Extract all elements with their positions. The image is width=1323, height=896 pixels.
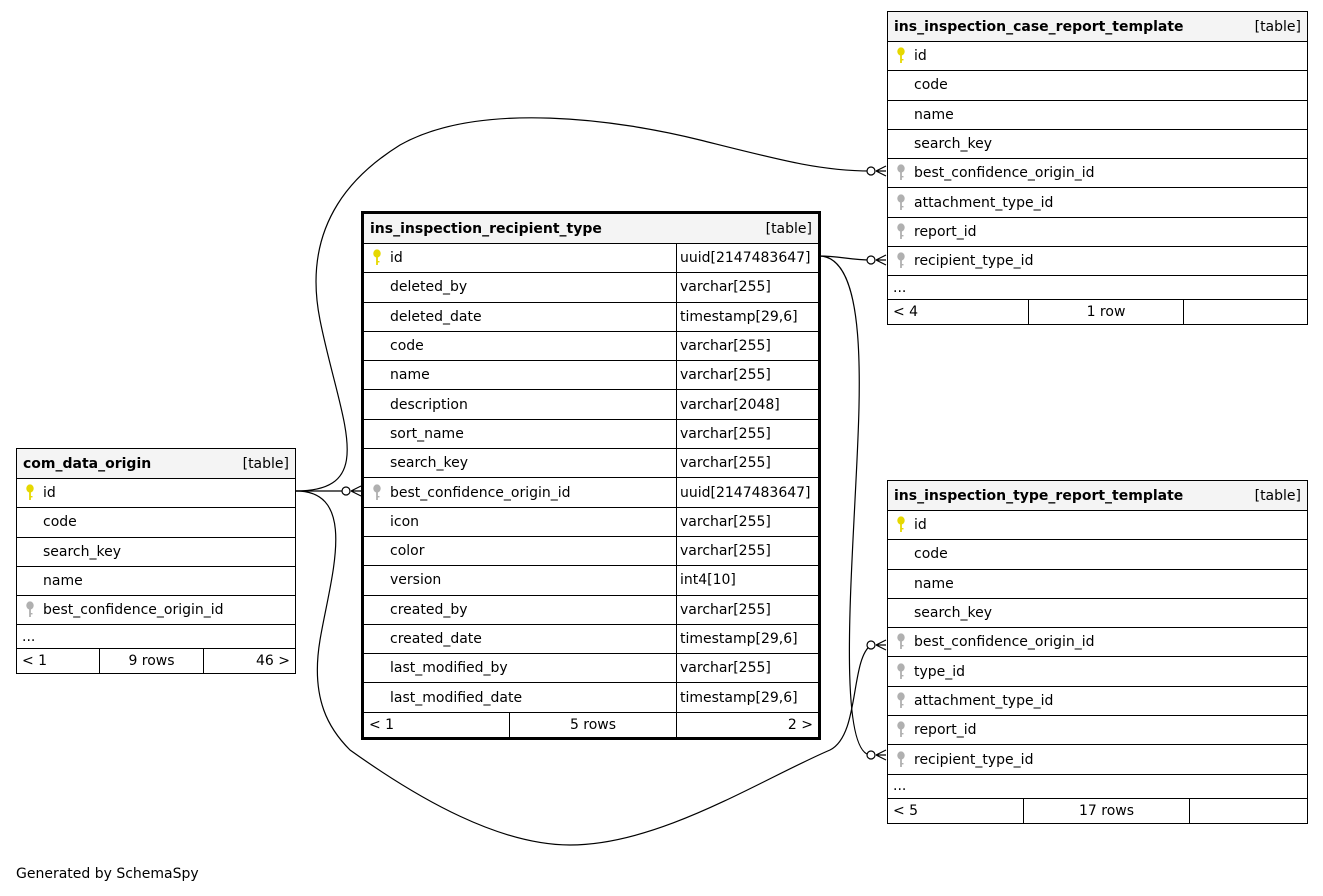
column-row[interactable] [17, 596, 295, 625]
column-row[interactable] [364, 361, 818, 390]
table-recipient-type[interactable] [361, 211, 821, 740]
column-name: attachment_type_id [914, 194, 1054, 211]
crows-foot [876, 166, 886, 176]
column-name: last_modified_date [390, 689, 523, 706]
column-type: varchar[255] [676, 361, 818, 389]
column-row[interactable] [888, 511, 1307, 540]
column-type: varchar[255] [676, 596, 818, 624]
column-type: varchar[2048] [676, 390, 818, 418]
column-name: best_confidence_origin_id [390, 484, 571, 501]
column-row[interactable] [364, 654, 818, 683]
column-name: deleted_date [390, 308, 482, 325]
table-case-report-template[interactable] [887, 11, 1308, 325]
cardinality-marker [867, 641, 875, 649]
column-name: best_confidence_origin_id [914, 634, 1095, 651]
column-row[interactable] [888, 570, 1307, 599]
parents-count[interactable]: < 5 [888, 799, 1024, 823]
table-header [364, 214, 818, 244]
table-name: ins_inspection_type_report_template [894, 487, 1184, 504]
column-name: recipient_type_id [914, 253, 1034, 270]
column-name: search_key [914, 605, 993, 622]
table-footer [888, 300, 1307, 324]
table-name: ins_inspection_recipient_type [370, 220, 602, 237]
column-name: sort_name [390, 425, 464, 442]
column-row[interactable] [364, 625, 818, 654]
column-row[interactable] [364, 508, 818, 537]
foreign-key-icon [888, 223, 914, 241]
column-name: id [914, 48, 927, 65]
row-count: 1 row [1029, 300, 1184, 324]
foreign-key-icon [17, 601, 43, 619]
column-name: type_id [914, 663, 966, 680]
column-row[interactable] [888, 745, 1307, 774]
column-row[interactable] [888, 657, 1307, 686]
more-columns: ... [888, 276, 1307, 300]
column-type: varchar[255] [676, 273, 818, 301]
column-name: search_key [43, 543, 122, 560]
table-type-label: [table] [765, 220, 812, 237]
table-header [888, 481, 1307, 511]
row-count: 5 rows [510, 713, 677, 737]
column-row[interactable] [888, 247, 1307, 276]
cardinality-marker [867, 256, 875, 264]
column-row[interactable] [364, 449, 818, 478]
column-row[interactable] [364, 537, 818, 566]
column-row[interactable] [17, 508, 295, 537]
column-type: timestamp[29,6] [676, 303, 818, 331]
column-name: version [390, 572, 442, 589]
crows-foot [351, 486, 361, 496]
table-footer [17, 649, 295, 673]
column-name: recipient_type_id [914, 751, 1034, 768]
column-row[interactable] [17, 567, 295, 596]
foreign-key-icon [888, 663, 914, 681]
row-count: 17 rows [1024, 799, 1190, 823]
column-name: search_key [914, 136, 993, 153]
primary-key-icon [888, 516, 914, 534]
edge-recipient-to-case-report [819, 256, 871, 260]
column-name: id [914, 517, 927, 534]
column-type: uuid[2147483647] [676, 478, 818, 506]
column-type: varchar[255] [676, 332, 818, 360]
generated-by-credit: Generated by SchemaSpy [16, 866, 199, 882]
primary-key-icon [888, 47, 914, 65]
table-com-data-origin[interactable] [16, 448, 296, 674]
children-count[interactable]: 2 > [787, 716, 813, 733]
column-row[interactable] [364, 420, 818, 449]
column-name: color [390, 543, 425, 560]
column-name: name [914, 106, 954, 123]
column-name: created_date [390, 631, 482, 647]
foreign-key-icon [888, 252, 914, 270]
cardinality-marker [342, 487, 350, 495]
column-name: created_by [390, 601, 468, 618]
column-row[interactable] [888, 42, 1307, 71]
primary-key-icon [17, 484, 43, 502]
primary-key-icon [364, 249, 390, 267]
cardinality-marker [867, 167, 875, 175]
children-count[interactable] [1184, 300, 1307, 324]
column-row[interactable] [17, 479, 295, 508]
column-name: name [914, 575, 954, 592]
column-name: name [390, 367, 430, 384]
column-type: varchar[255] [676, 420, 818, 448]
parents-count[interactable]: < 1 [17, 649, 100, 673]
column-row[interactable] [364, 390, 818, 419]
parents-count[interactable]: < 4 [888, 300, 1029, 324]
table-type-label: [table] [1254, 487, 1301, 504]
table-footer [364, 713, 818, 737]
column-name: icon [390, 513, 420, 530]
column-name: report_id [914, 722, 977, 739]
foreign-key-icon [888, 751, 914, 769]
crows-foot [876, 750, 886, 760]
table-type-label: [table] [242, 455, 289, 472]
cardinality-marker [867, 751, 875, 759]
column-type: int4[10] [676, 566, 818, 594]
foreign-key-icon [364, 484, 390, 502]
column-row[interactable] [888, 101, 1307, 130]
children-count[interactable] [1190, 799, 1307, 823]
column-row[interactable] [364, 332, 818, 361]
column-row[interactable] [888, 599, 1307, 628]
table-header [888, 12, 1307, 42]
parents-count[interactable]: < 1 [364, 713, 510, 737]
column-name: code [43, 514, 77, 531]
column-type: varchar[255] [676, 537, 818, 565]
column-name: search_key [390, 455, 469, 472]
column-row[interactable] [888, 218, 1307, 247]
crows-foot [876, 640, 886, 650]
table-footer [888, 799, 1307, 823]
column-row[interactable] [888, 71, 1307, 100]
more-columns: ... [888, 775, 1307, 799]
column-name: deleted_by [390, 279, 468, 296]
column-row[interactable] [364, 244, 818, 273]
column-row[interactable] [888, 687, 1307, 716]
crows-foot [876, 255, 886, 265]
column-name: attachment_type_id [914, 692, 1054, 709]
children-count[interactable]: 46 > [256, 653, 290, 670]
column-name: description [390, 396, 468, 413]
column-type: varchar[255] [676, 449, 818, 477]
foreign-key-icon [888, 633, 914, 651]
column-row[interactable] [888, 716, 1307, 745]
foreign-key-icon [888, 692, 914, 710]
column-name: report_id [914, 223, 977, 240]
column-name: id [43, 485, 56, 502]
foreign-key-icon [888, 721, 914, 739]
table-name: com_data_origin [23, 455, 152, 472]
column-row[interactable] [888, 540, 1307, 569]
column-row[interactable] [364, 566, 818, 595]
foreign-key-icon [888, 194, 914, 212]
table-type-report-template[interactable] [887, 480, 1308, 824]
column-row[interactable] [364, 273, 818, 302]
column-type: uuid[2147483647] [676, 244, 818, 272]
column-name: code [914, 546, 948, 563]
column-row[interactable] [888, 628, 1307, 657]
column-name: best_confidence_origin_id [914, 165, 1095, 182]
row-count: 9 rows [100, 649, 204, 673]
column-name: code [914, 77, 948, 94]
column-name: code [390, 338, 424, 355]
edge-recipient-to-type-report [819, 256, 871, 755]
column-name: best_confidence_origin_id [43, 602, 224, 619]
column-type: timestamp[29,6] [676, 625, 818, 653]
table-type-label: [table] [1254, 18, 1301, 35]
column-type: varchar[255] [676, 508, 818, 536]
more-columns: ... [17, 625, 295, 649]
column-name: last_modified_by [390, 660, 508, 677]
column-name: id [390, 250, 403, 267]
column-type: timestamp[29,6] [676, 683, 818, 711]
column-row[interactable] [364, 478, 818, 507]
column-row[interactable] [888, 130, 1307, 159]
foreign-key-icon [888, 164, 914, 182]
column-row[interactable] [17, 538, 295, 567]
table-header [17, 449, 295, 479]
column-row[interactable] [364, 596, 818, 625]
column-row[interactable] [888, 159, 1307, 188]
column-row[interactable] [364, 683, 818, 712]
table-name: ins_inspection_case_report_template [894, 18, 1184, 35]
column-row[interactable] [364, 303, 818, 332]
column-name: name [43, 573, 83, 590]
column-type: varchar[255] [676, 654, 818, 682]
column-row[interactable] [888, 188, 1307, 217]
